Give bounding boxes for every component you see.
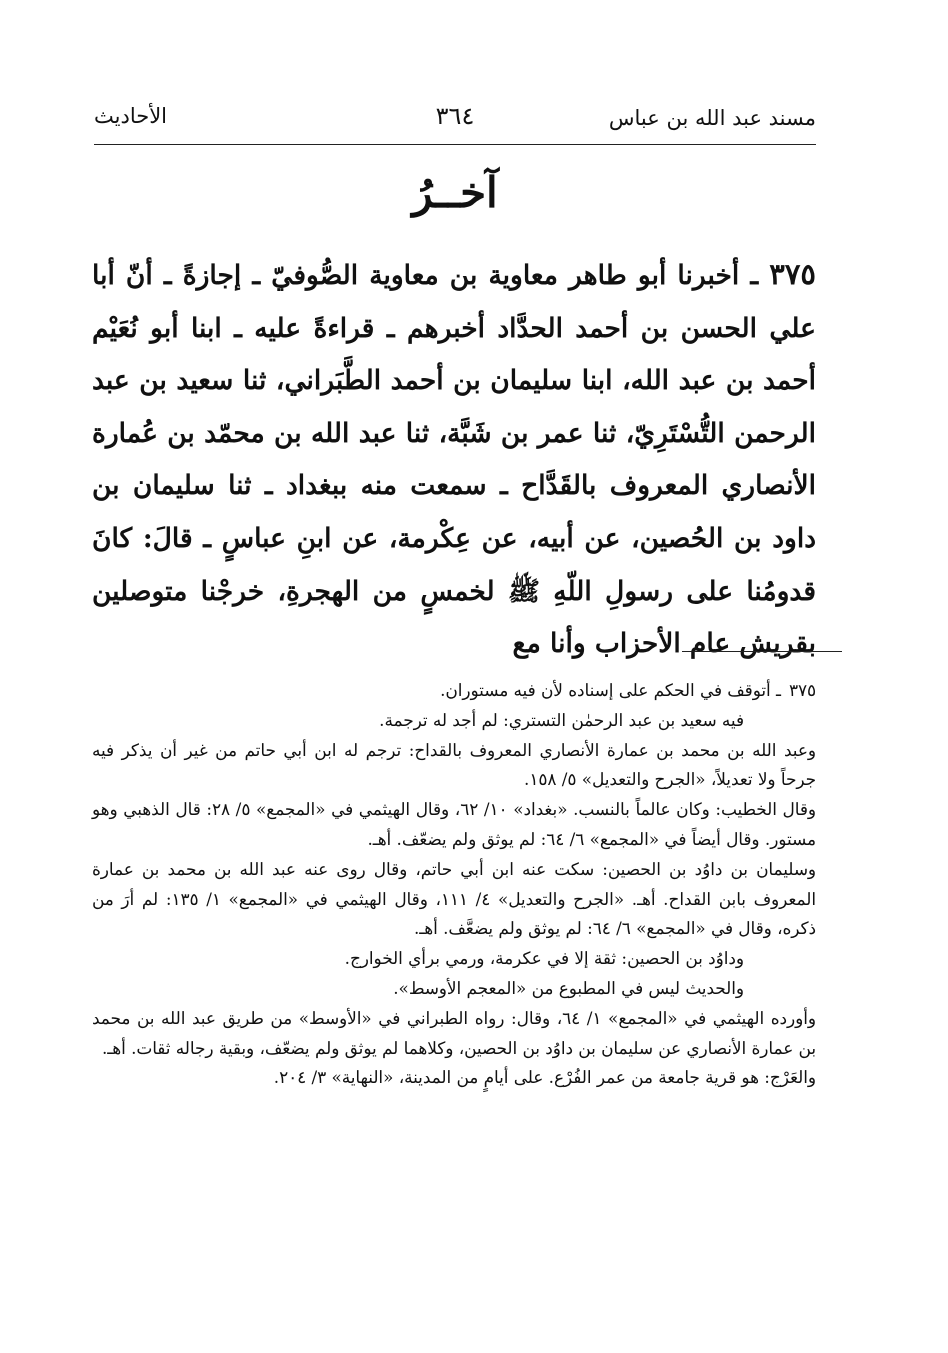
footnote-text: ـ أتوقف في الحكم على إسناده لأن فيه مستوران. [440, 680, 781, 700]
footnote-paragraph: فيه سعيد بن عبد الرحمٰن التستري: لم أجد له ترجمة. [379, 709, 744, 730]
running-header [94, 100, 816, 140]
running-title-book: مسند عبد الله بن عباس [608, 106, 816, 130]
page-number: ٣٦٤ [435, 102, 475, 130]
hadith-body: ـ أخبرنا أبو طاهر معاوية بن معاوية الصُّوفيّ ـ إجازةً ـ أنّ أبا علي الحسن بن أحمد الحدَّاد أخبرهم ـ قراءةً عليه ـ ابنا أبو نُعَيْم أحمد بن عبد الله، ابنا سليمان بن أحمد الطَّبَراني، ثنا سعيد بن عبد الرحمن التُّسْتَرِيّ، ثنا عمر بن شَبَّة، ثنا عبد الله بن محمّد بن عُمارة الأنصاري المعروف بالقَدَّاح ـ سمعت منه ببغداد ـ ثنا سليمان بن داود بن الحُصين، عن أبيه، عن عِكْرمة، عن ابنِ عباسٍ ـ قالَ: كانَ قدومُنا على رسولِ اللّهِ ﷺ لخمسٍ من الهجرةِ، خرجْنا متوصلين بقريش عام الأحزاب وأنا مع [92, 260, 816, 660]
footnote-paragraph: وداوُد بن الحصين: ثقة إلا في عكرمة، ورمي برأي الخوارج. [344, 948, 744, 969]
footnote-paragraph: والعَرْج: هو قرية جامعة من عمر الفُرْع. على أيامٍ من المدينة، «النهاية» ٣/ ٢٠٤. [273, 1067, 816, 1088]
footnote-paragraph [92, 676, 816, 706]
footnote-number: ٣٧٥ [788, 680, 816, 700]
footnote-paragraph: وعبد الله بن محمد بن عمارة الأنصاري المعروف بالقداح: ترجم له ابن أبي حاتم من غير أن يذكر فيه جرحاً ولا تعديلاً، «الجرح والتعديل» ٥/ ١٥٨. [92, 739, 816, 790]
running-title-section: الأحاديث [94, 104, 168, 128]
hadith-text [92, 248, 816, 671]
footnote-paragraph: وأورده الهيثمي في «المجمع» ١/ ٦٤، وقال: رواه الطبراني في «الأوسط» من طريق عبد الله بن محمد بن عمارة الأنصاري عن سليمان بن داوُد بن الحصين، وكلاهما لم يوثق ولم يضعّف، وبقية رجاله ثقات. أهـ. [92, 1007, 816, 1058]
header-divider [94, 144, 816, 145]
hadith-number: ٣٧٥ [769, 257, 816, 291]
footnotes [92, 676, 816, 1093]
chapter-title: آخــرُ [412, 168, 498, 217]
footnote-paragraph: والحديث ليس في المطبوع من «المعجم الأوسط». [393, 977, 744, 998]
footnote-paragraph: وقال الخطيب: وكان عالماً بالنسب. «بغداد» ١٠/ ٦٢، وقال الهيثمي في «المجمع» ٥/ ٢٨: قال الذهبي وهو مستور. وقال أيضاً في «المجمع» ٦/ ٦٤: لم يوثق ولم يضعّف. أهـ. [92, 799, 816, 849]
footnote-paragraph: وسليمان بن داوُد بن الحصين: سكت عنه ابن أبي حاتم، وقال روى عنه عبد الله بن محمد بن عمارة المعروف بابن القداح. أهـ. «الجرح والتعديل» ٤/ ١١١، وقال الهيثمي في «المجمع» ١/ ١٣٥: لم أرَ من ذكره، وقال في «المجمع» ٦/ ٦٤: لم يوثق ولم يضعَّف. أهـ. [92, 858, 816, 939]
footnote-divider [682, 651, 842, 652]
